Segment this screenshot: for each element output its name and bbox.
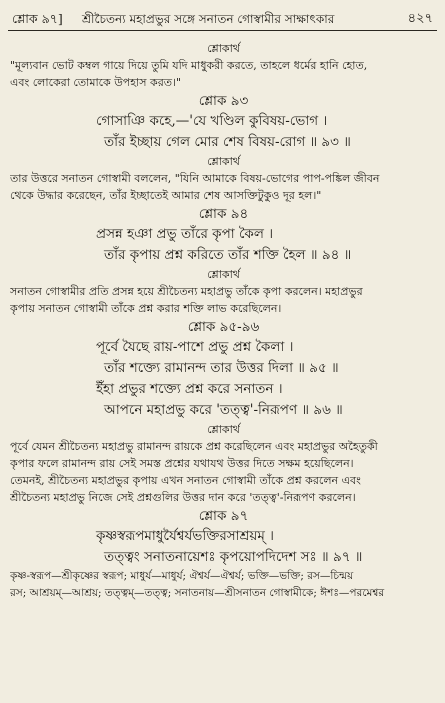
page-number: ৪২৭: [407, 11, 433, 26]
verse-line: তত্ত্বং সনাতনায়েশঃ কৃপয়োপদিদেশ সঃ ॥ ৯৭ ॥: [104, 549, 363, 565]
verse-line: আপনে মহাপ্রভু করে 'তত্ত্ব'-নিরূপণ ॥ ৯৬ ॥: [104, 402, 343, 418]
verse-line: ইঁহা প্রভুর শক্ত্যে প্রশ্ন করে সনাতন ।: [96, 381, 283, 397]
verse-line: তাঁর কৃপায় প্রশ্ন করিতে তাঁর শক্তি হৈল ॥ ৯৪ ॥: [104, 247, 352, 263]
prose-line: কৃপার ফলে রামানন্দ রায় সেই সমস্ত প্রশ্নের যথাযথ উত্তর দিতে সক্ষম হয়েছিলেন।: [10, 457, 354, 470]
verse-heading: শ্লোক ৯৪: [198, 206, 249, 222]
verse-line: গোসাঞি কহে,—'যে খণ্ডিল কুবিষয়-ভোগ ।: [96, 113, 328, 129]
prose-line: তার উত্তরে সনাতন গোস্বামী বললেন, "যিনি আমাকে বিষয়-ভোগের পাপ-পঙ্কিল জীবন: [10, 172, 380, 185]
translation-label: শ্লোকার্থ: [207, 268, 240, 281]
verse-line: প্রসন্ন হঞা প্রভু তাঁরে কৃপা কৈল ।: [96, 226, 274, 242]
translation-label: শ্লোকার্থ: [207, 42, 240, 55]
prose-line: থেকে উদ্ধার করেছেন, তাঁর ইচ্ছাতেই আমার শেষ আসক্তিটুকুও দূর হল।": [10, 189, 322, 202]
verse-line: তাঁর শক্ত্যে রামানন্দ তার উত্তর দিলা ॥ ৯৫ ॥: [104, 360, 339, 376]
verse-heading: শ্লোক ৯৩: [198, 93, 249, 109]
page-header: [8, 8, 437, 31]
prose-line: "মূল্যবান ভোট কম্বল গায়ে দিয়ে তুমি যদি মাধুকরী করতে, তাহলে ধর্মের হানি হোত,: [10, 59, 368, 72]
translation-label: শ্লোকার্থ: [207, 423, 240, 436]
verse-heading: শ্লোক ৯৫-৯৬: [187, 319, 260, 335]
page-body: [10, 40, 437, 602]
verse-line: পূর্বে যৈছে রায়-পাশে প্রভু প্রশ্ন কৈলা ।: [96, 339, 294, 355]
prose-line: শ্রীচৈতন্য মহাপ্রভু নিজে সেই প্রশ্নগুলির উত্তর দান করে 'তত্ত্ব'-নিরূপণ করলেন।: [10, 491, 356, 504]
word-gloss-line: রস; আশ্রয়ম্—আশ্রয়; তত্ত্বম্—তত্ত্ব; সনাতনায়—শ্রীসনাতন গোস্বামীকে; ঈশঃ—পরমেশ্বর: [10, 587, 385, 599]
prose-line: সনাতন গোস্বামীর প্রতি প্রসন্ন হয়ে শ্রীচৈতন্য মহাপ্রভু তাঁকে কৃপা করলেন। মহাপ্রভুর: [10, 285, 363, 298]
word-gloss-line: কৃষ্ণ-স্বরূপ—শ্রীকৃষ্ণের স্বরূপ; মাধুর্য—মাধুর্য; ঐশ্বর্য—ঐশ্বর্য; ভক্তি—ভক্তি; রস—চিন্ময়: [10, 570, 354, 582]
verse-line: কৃষ্ণস্বরূপমাধুর্যৈশ্বর্যভক্তিরসাশ্রয়ম্ ।: [96, 528, 274, 544]
prose-line: পূর্বে যেমন শ্রীচৈতন্য মহাপ্রভু রামানন্দ রায়কে প্রশ্ন করেছিলেন এবং মহাপ্রভুর অহৈতুকী: [10, 440, 378, 453]
verse-line: তাঁর ইচ্ছায় গেল মোর শেষ বিষয়-রোগ ॥ ৯৩ ॥: [104, 134, 351, 150]
translation-label: শ্লোকার্থ: [207, 155, 240, 168]
prose-line: কৃপায় সনাতন গোস্বামী তাঁকে প্রশ্ন করার শক্তি লাভ করেছিলেন।: [10, 302, 282, 315]
prose-line: এবং লোকেরা তোমাকে উপহাস করত।": [10, 76, 182, 89]
verse-heading: শ্লোক ৯৭: [198, 508, 249, 524]
header-verse-ref: শ্লোক ৯৭]: [12, 11, 63, 26]
prose-line: তেমনই, শ্রীচৈতন্য মহাপ্রভুর কৃপায় এখন সনাতন গোস্বামী তাঁকে প্রশ্ন করলেন এবং: [10, 474, 361, 487]
header-chapter-title: শ্রীচৈতন্য মহাপ্রভুর সঙ্গে সনাতন গোস্বামীর সাক্ষাৎকার: [82, 12, 335, 26]
